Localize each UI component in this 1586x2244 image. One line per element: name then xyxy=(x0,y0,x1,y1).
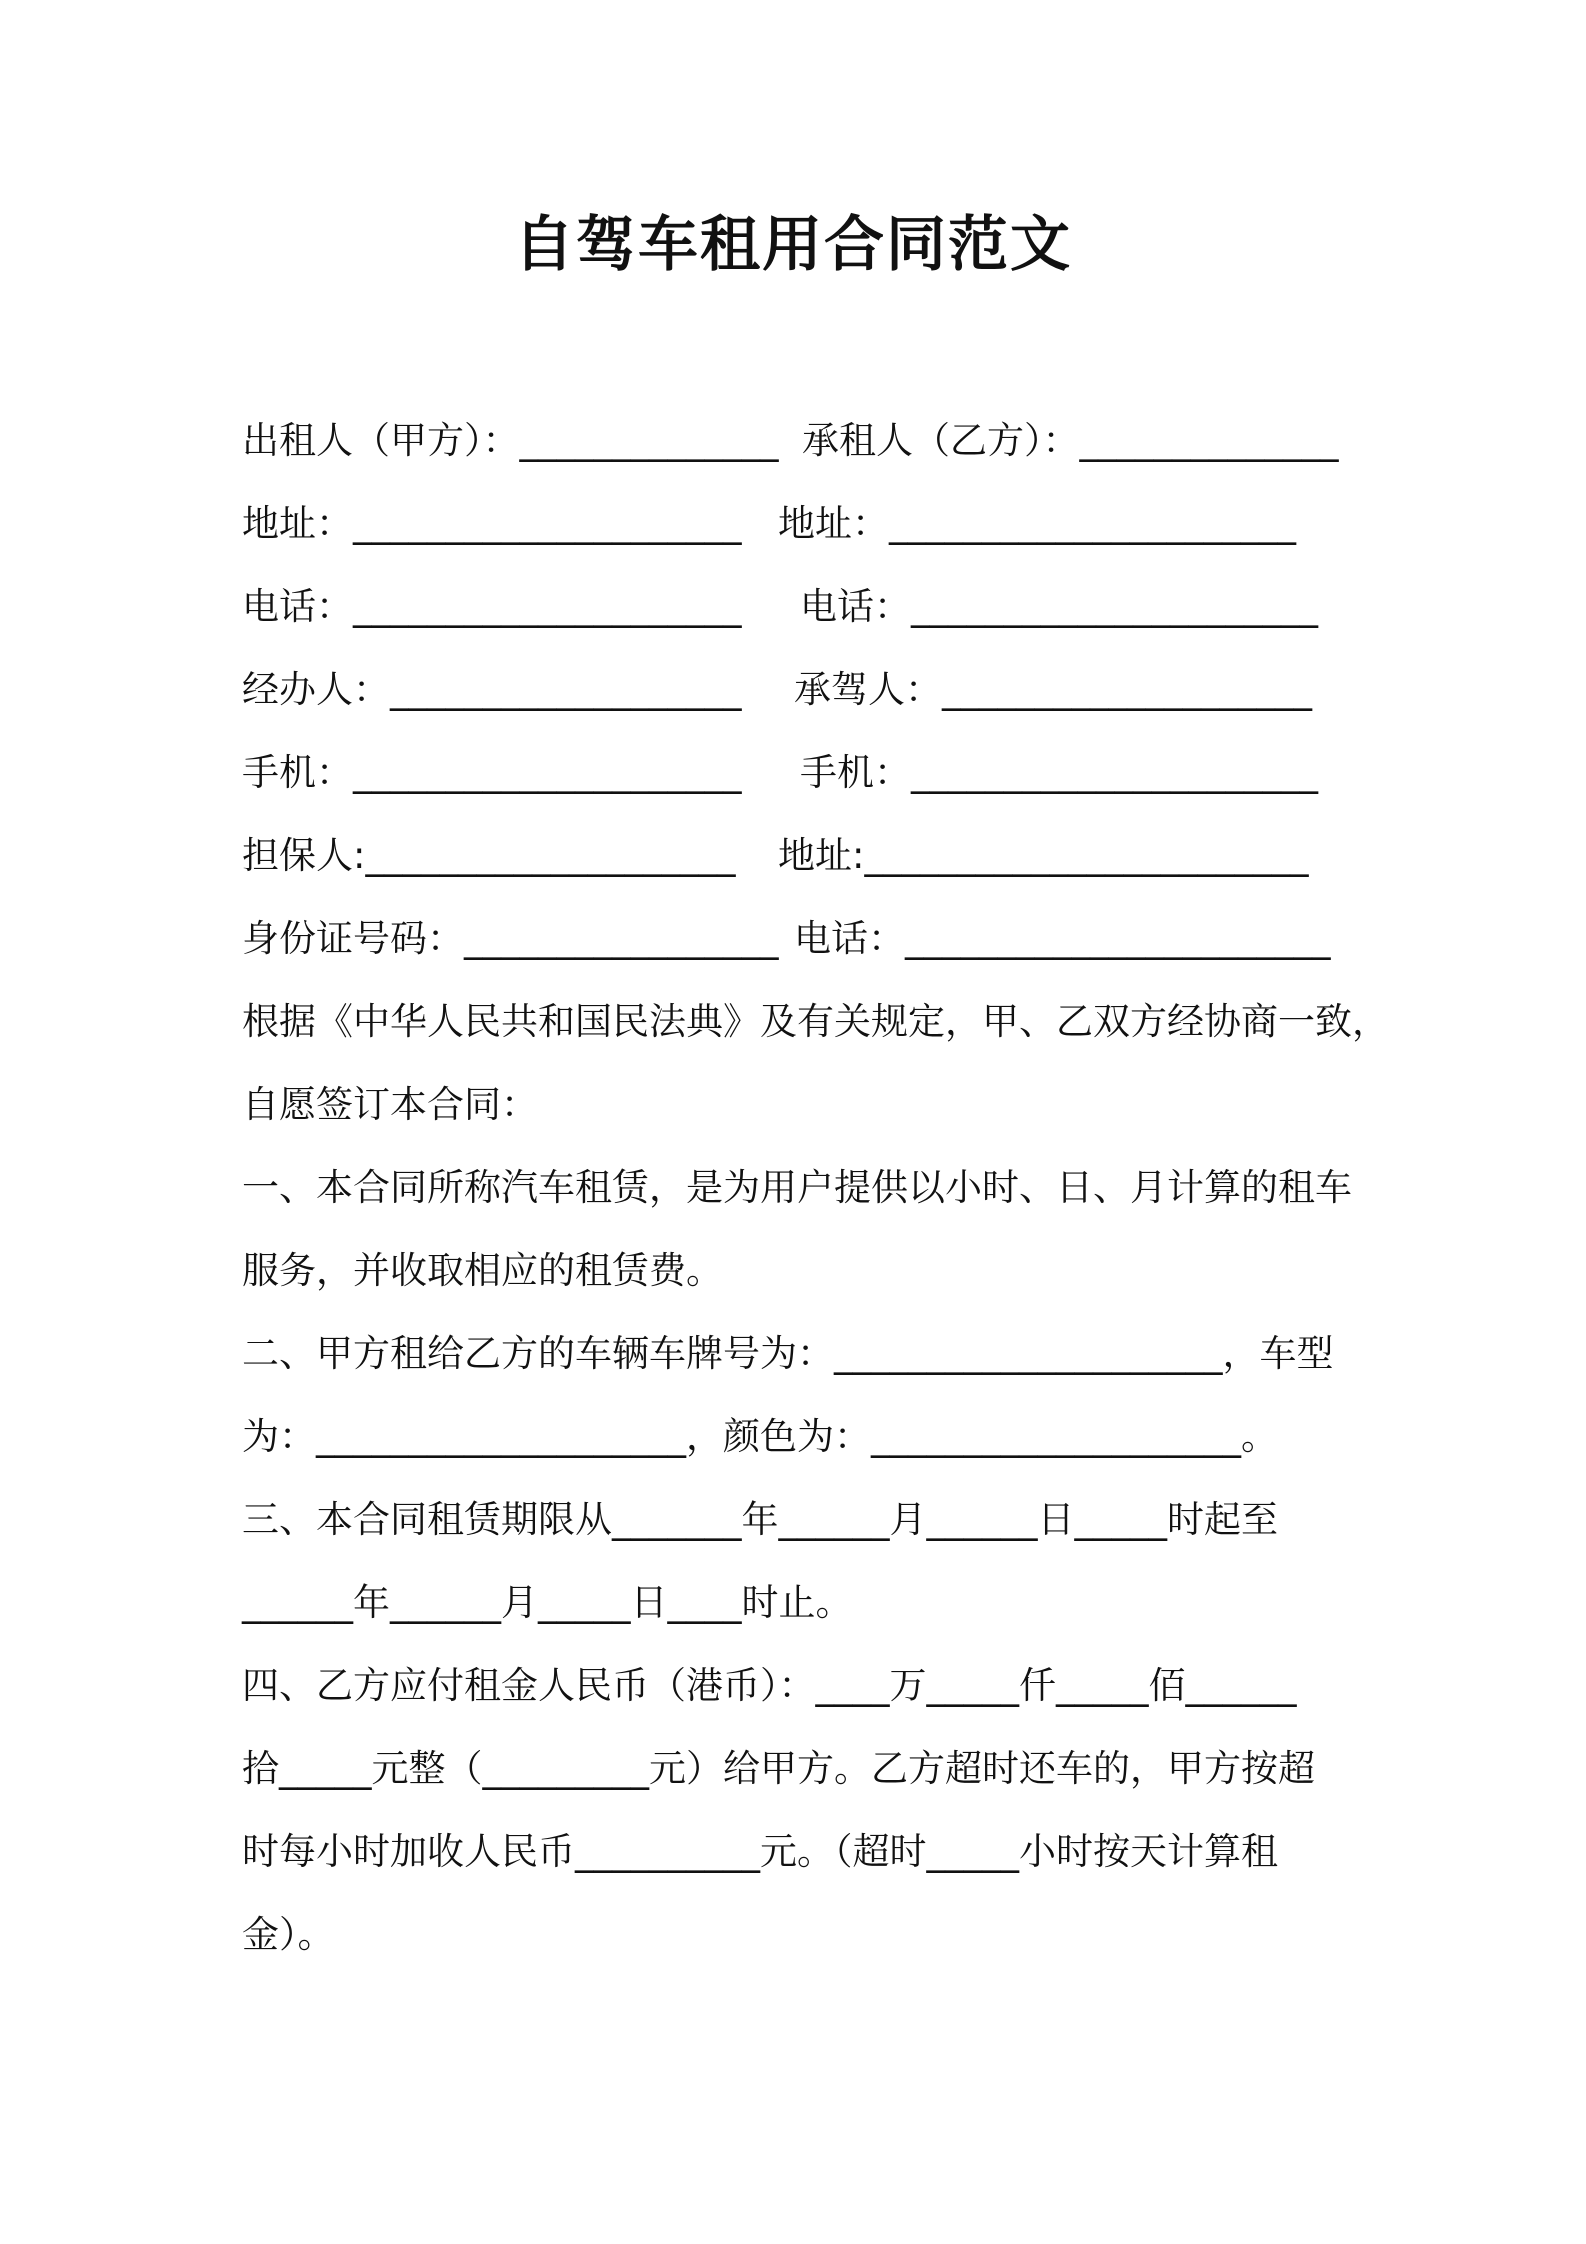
paragraph-line: 服务，并收取相应的租赁费。 xyxy=(242,1249,723,1292)
document-title: 自驾车租用合同范文 xyxy=(514,210,1072,280)
party-row-4 xyxy=(242,665,1352,715)
lessor-mobile-field: 手机：_____________________ xyxy=(242,751,742,794)
guarantor-field: 担保人:____________________ xyxy=(242,834,736,877)
party-row-7 xyxy=(242,914,1352,964)
paragraph-line: 时每小时加收人民币__________元。（超时_____小时按天计算租 xyxy=(242,1830,1278,1873)
lessee-phone-field: 电话：______________________ xyxy=(800,585,1318,628)
paragraph-line: 四、乙方应付租金人民币（港币）：____万_____仟_____佰______ xyxy=(242,1664,1297,1707)
paragraph-line: ______年______月_____日____时止。 xyxy=(242,1581,853,1624)
driver-field: 承驾人：____________________ xyxy=(794,668,1312,711)
id-number-field: 身份证号码：_________________ xyxy=(242,917,779,960)
lessor-field: 出租人（甲方）：______________ xyxy=(242,419,779,462)
lessee-mobile-field: 手机：______________________ xyxy=(800,751,1318,794)
paragraph-line: 为：____________________，颜色为：____________________。 xyxy=(242,1415,1278,1458)
party-row-1 xyxy=(242,416,1352,466)
paragraph-line: 一、本合同所称汽车租赁，是为用户提供以小时、日、月计算的租车 xyxy=(242,1166,1352,1209)
paragraph-line: 自愿签订本合同： xyxy=(242,1083,538,1126)
party-row-5 xyxy=(242,748,1352,798)
lessee-field: 承租人（乙方）：______________ xyxy=(802,419,1339,462)
party-row-6 xyxy=(242,831,1352,881)
guarantor-phone-field: 电话：_______________________ xyxy=(794,917,1331,960)
paragraph-line: 三、本合同租赁期限从_______年______月______日_____时起至 xyxy=(242,1498,1278,1541)
handler-field: 经办人：___________________ xyxy=(242,668,742,711)
guarantor-address-field: 地址:________________________ xyxy=(778,834,1309,877)
paragraph-line: 拾_____元整（_________元）给甲方。乙方超时还车的，甲方按超 xyxy=(242,1747,1315,1790)
lessor-phone-field: 电话：_____________________ xyxy=(242,585,742,628)
party-row-2 xyxy=(242,499,1352,549)
lessor-address-field: 地址：_____________________ xyxy=(242,502,742,545)
lessee-address-field: 地址：______________________ xyxy=(778,502,1296,545)
party-row-3 xyxy=(242,582,1352,632)
paragraph-line: 二、甲方租给乙方的车辆车牌号为：_____________________，车型 xyxy=(242,1332,1334,1375)
paragraph-line: 根据《中华人民共和国民法典》及有关规定，甲、乙双方经协商一致， xyxy=(242,1000,1389,1043)
paragraph-line: 金）。 xyxy=(242,1913,335,1956)
